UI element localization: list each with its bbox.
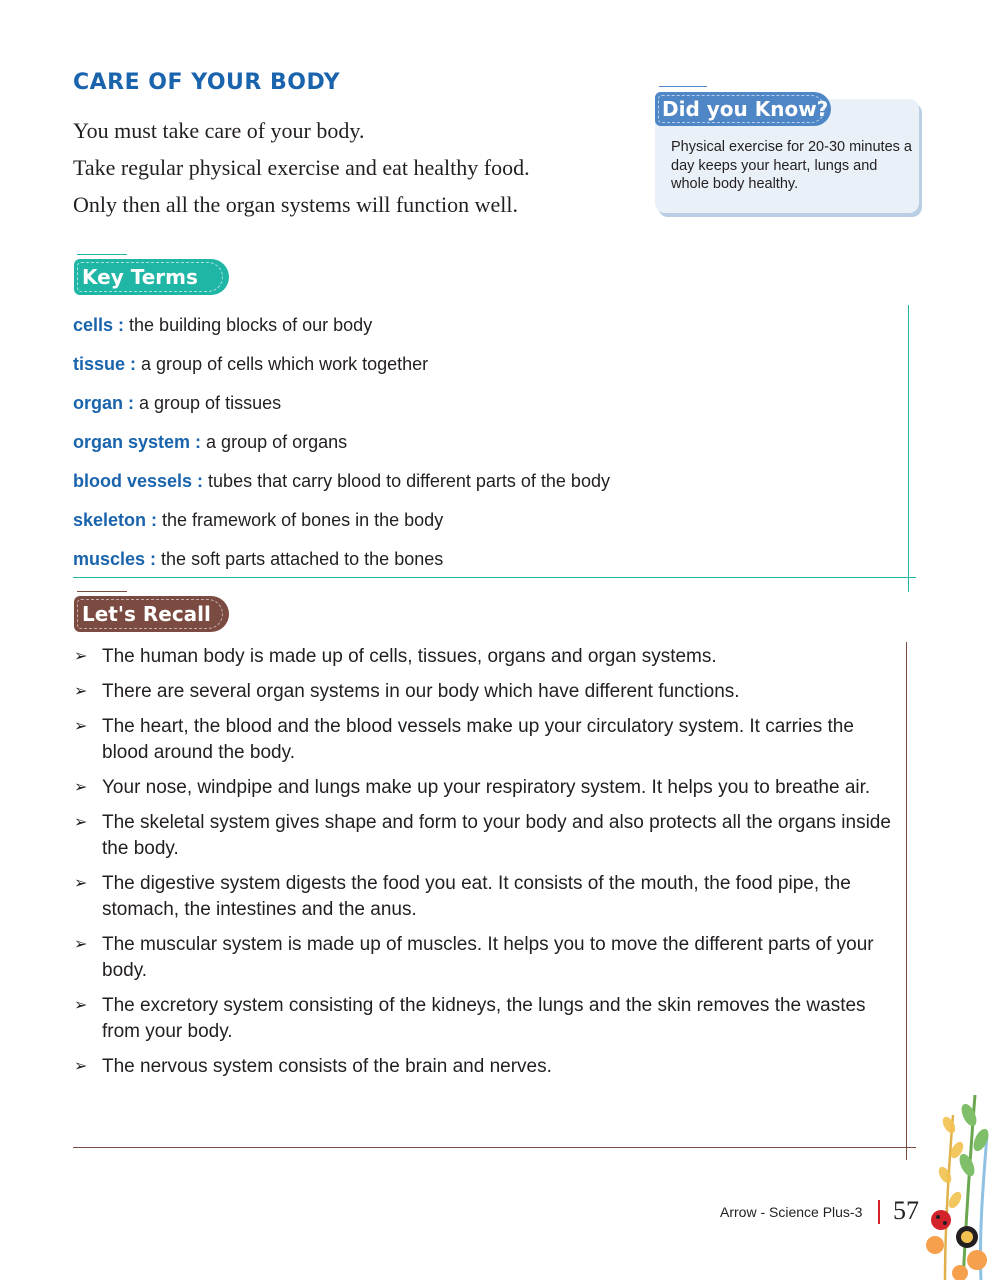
recall-item-text: The digestive system digests the food you eat. It consists of the mouth, the food pipe, the stomach, the intestines and the anus. [102, 873, 851, 920]
key-term-definition: the building blocks of our body [124, 315, 373, 335]
arrow-bullet-icon: ➢ [74, 718, 88, 735]
arrow-bullet-icon: ➢ [74, 997, 88, 1014]
recall-item [73, 871, 898, 923]
recall-item [73, 932, 898, 984]
key-term-definition: a group of tissues [134, 393, 282, 413]
recall-item [73, 714, 898, 766]
recall-item-text: The heart, the blood and the blood vessels make up your circulatory system. It carries the blood around the body. [102, 716, 854, 763]
key-term-definition: tubes that carry blood to different parts of the body [203, 471, 610, 491]
recall-item-text: The human body is made up of cells, tissues, organs and organ systems. [102, 646, 717, 667]
key-term-item [73, 468, 610, 507]
arrow-bullet-icon: ➢ [74, 875, 88, 892]
page-number: 57 [893, 1196, 919, 1225]
intro-text [73, 116, 633, 227]
recall-item [73, 644, 898, 670]
key-terms-border-right [908, 305, 909, 592]
intro-paragraph: You must take care of your body. [73, 118, 365, 143]
arrow-bullet-icon: ➢ [74, 936, 88, 953]
recall-item [73, 679, 898, 705]
key-term-item [73, 312, 610, 351]
key-term-definition: a group of cells which work together [136, 354, 429, 374]
lets-recall-border-bottom [73, 1147, 916, 1148]
arrow-bullet-icon: ➢ [74, 779, 88, 796]
key-terms-list [73, 312, 610, 585]
arrow-bullet-icon: ➢ [74, 1058, 88, 1075]
arrow-bullet-icon: ➢ [74, 814, 88, 831]
key-term-item [73, 351, 610, 390]
key-term-item [73, 390, 610, 429]
key-term-definition: a group of organs [201, 432, 348, 452]
lets-recall-title: Let's Recall [74, 596, 229, 632]
did-you-know-accent-line [659, 86, 707, 87]
key-term-word: skeleton : [73, 510, 158, 530]
recall-item [73, 775, 898, 801]
key-term-word: organ : [73, 393, 134, 413]
recall-item [73, 810, 898, 862]
recall-item [73, 993, 898, 1045]
section-title: CARE OF YOUR BODY [73, 70, 341, 95]
recall-item [73, 1054, 898, 1080]
key-terms-accent-line [77, 254, 127, 255]
key-term-word: muscles : [73, 549, 157, 569]
lets-recall-accent-line [77, 591, 127, 592]
recall-item-text: There are several organ systems in our body which have different functions. [102, 681, 740, 702]
arrow-bullet-icon: ➢ [74, 683, 88, 700]
footer-book-title: Arrow - Science Plus-3 [720, 1204, 863, 1220]
lets-recall-border-right [906, 642, 907, 1160]
did-you-know-text: Physical exercise for 20-30 minutes a day keeps your heart, lungs and whole body healthy. [671, 139, 912, 192]
intro-paragraph: Only then all the organ systems will function well. [73, 192, 519, 217]
key-term-definition: the soft parts attached to the bones [156, 549, 444, 569]
key-term-word: tissue : [73, 354, 137, 374]
did-you-know-title: Did you Know? [655, 92, 831, 126]
key-term-item [73, 546, 610, 585]
recall-item-text: The excretory system consisting of the kidneys, the lungs and the skin removes the wastes from your body. [102, 995, 866, 1042]
recall-item-text: Your nose, windpipe and lungs make up your respiratory system. It helps you to breathe air. [102, 777, 871, 798]
recall-item-text: The nervous system consists of the brain and nerves. [102, 1056, 552, 1077]
intro-paragraph: Take regular physical exercise and eat healthy food. [73, 155, 530, 180]
arrow-bullet-icon: ➢ [74, 648, 88, 665]
key-term-word: cells : [73, 315, 125, 335]
key-term-item [73, 429, 610, 468]
key-term-word: blood vessels : [73, 471, 204, 491]
key-term-word: organ system : [73, 432, 202, 452]
recall-item-text: The skeletal system gives shape and form to your body and also protects all the organs inside the body. [102, 812, 891, 859]
key-terms-title: Key Terms [74, 259, 229, 295]
floral-ladybug-decoration-icon [905, 1095, 989, 1280]
recall-item-text: The muscular system is made up of muscles. It helps you to move the different parts of your body. [102, 934, 874, 981]
key-term-definition: the framework of bones in the body [157, 510, 444, 530]
footer-separator [878, 1200, 880, 1224]
lets-recall-list [73, 644, 898, 1089]
key-term-item [73, 507, 610, 546]
